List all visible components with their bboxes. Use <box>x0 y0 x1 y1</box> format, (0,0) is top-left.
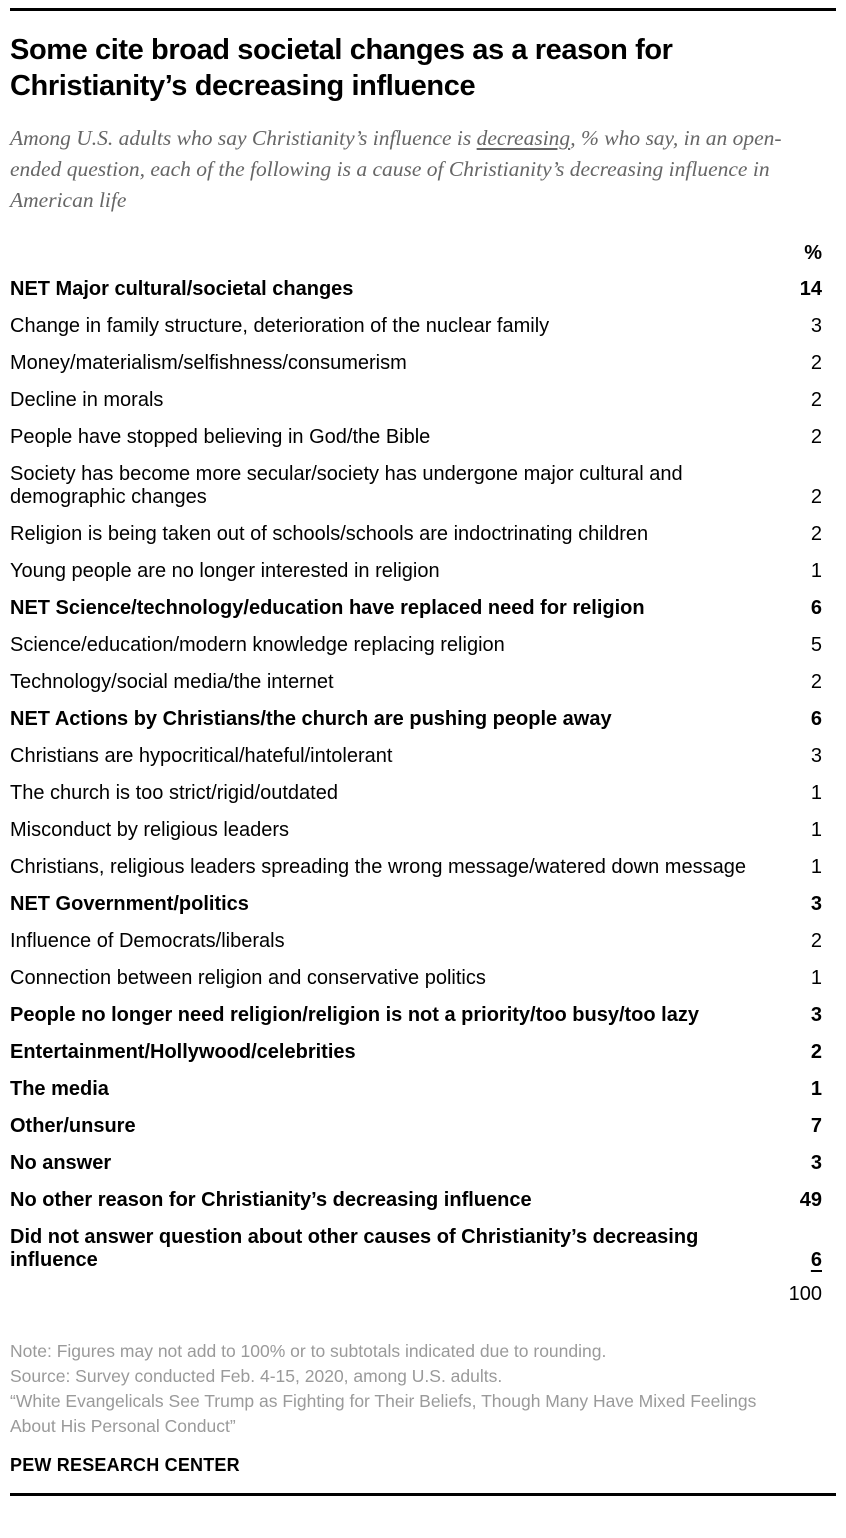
row-value: 3 <box>810 1004 822 1027</box>
figure-subtitle <box>10 123 828 216</box>
subtitle-suffix: , % who say, in an open-ended question, each of the following is a cause of Christianity’s decreasing influence in American life <box>10 126 782 213</box>
row-value: 1 <box>810 1078 822 1101</box>
table-row <box>10 553 836 590</box>
table-row <box>10 1034 836 1071</box>
row-label: No answer <box>10 1152 112 1175</box>
row-label: Christians are hypocritical/hateful/intolerant <box>10 745 393 768</box>
row-label: The church is too strict/rigid/outdated <box>10 782 338 805</box>
table-row <box>10 923 836 960</box>
row-value: 14 <box>799 278 822 301</box>
table-row <box>10 345 836 382</box>
row-value: 2 <box>810 1041 822 1064</box>
row-label: Did not answer question about other causes of Christianity’s decreasing influence <box>10 1226 699 1272</box>
row-label: People have stopped believing in God/the Bible <box>10 426 431 449</box>
percent-column-header: % <box>804 242 822 265</box>
row-label: NET Science/technology/education have replaced need for religion <box>10 597 645 620</box>
row-label: NET Major cultural/societal changes <box>10 278 354 301</box>
table-row <box>10 271 836 308</box>
row-label: Young people are no longer interested in religion <box>10 560 440 583</box>
report-figure <box>0 8 846 1496</box>
row-value: 6 <box>810 1249 822 1272</box>
row-value: 2 <box>810 930 822 953</box>
row-label: NET Actions by Christians/the church are pushing people away <box>10 708 612 731</box>
table-row <box>10 590 836 627</box>
row-value: 7 <box>810 1115 822 1138</box>
table-row <box>10 1145 836 1182</box>
row-label: Other/unsure <box>10 1115 136 1138</box>
row-value: 1 <box>810 782 822 805</box>
row-value: 2 <box>810 426 822 449</box>
row-value: 1 <box>810 967 822 990</box>
row-value: 1 <box>810 560 822 583</box>
total-row <box>10 1279 836 1313</box>
report-title-line: “White Evangelicals See Trump as Fighting for Their Beliefs, Though Many Have Mixed Feelings About His Personal Conduct” <box>10 1391 757 1437</box>
table-row <box>10 456 836 516</box>
row-label: Science/education/modern knowledge replacing religion <box>10 634 505 657</box>
row-value: 2 <box>810 671 822 694</box>
causes-table <box>10 242 836 1313</box>
figure-title: Some cite broad societal changes as a reason for Christianity’s decreasing influence <box>10 34 673 102</box>
row-value: 5 <box>810 634 822 657</box>
table-row <box>10 419 836 456</box>
table-row <box>10 886 836 923</box>
row-value: 49 <box>799 1189 822 1212</box>
note-line: Note: Figures may not add to 100% or to subtotals indicated due to rounding. <box>10 1341 607 1362</box>
table-row <box>10 738 836 775</box>
row-label: No other reason for Christianity’s decreasing influence <box>10 1189 532 1212</box>
row-label: People no longer need religion/religion is not a priority/too busy/too lazy <box>10 1004 699 1027</box>
source-line: Source: Survey conducted Feb. 4-15, 2020, among U.S. adults. <box>10 1366 503 1387</box>
table-row <box>10 627 836 664</box>
row-value: 3 <box>810 315 822 338</box>
row-value: 1 <box>810 819 822 842</box>
table-row <box>10 308 836 345</box>
table-row <box>10 997 836 1034</box>
pew-research-center-wordmark: PEW RESEARCH CENTER <box>10 1455 240 1476</box>
row-label: Decline in morals <box>10 389 164 412</box>
row-value: 3 <box>810 745 822 768</box>
subtitle-underlined-word: decreasing <box>476 126 571 151</box>
row-value: 2 <box>810 389 822 412</box>
causes-table-body <box>10 271 836 1279</box>
table-row <box>10 1108 836 1145</box>
table-row <box>10 849 836 886</box>
table-row <box>10 960 836 997</box>
top-rule <box>10 8 836 11</box>
row-value: 3 <box>810 1152 822 1175</box>
table-row <box>10 516 836 553</box>
row-value: 6 <box>810 597 822 620</box>
row-label: Religion is being taken out of schools/schools are indoctrinating children <box>10 523 649 546</box>
footnotes <box>10 1339 800 1439</box>
row-value: 2 <box>810 352 822 375</box>
table-row <box>10 664 836 701</box>
row-label: Connection between religion and conservative politics <box>10 967 486 990</box>
row-value: 6 <box>810 708 822 731</box>
row-value: 2 <box>810 523 822 546</box>
total-value: 100 <box>788 1283 822 1306</box>
row-label: Change in family structure, deterioration of the nuclear family <box>10 315 550 338</box>
row-value: 2 <box>810 486 822 509</box>
table-row <box>10 1219 836 1279</box>
row-label: Entertainment/Hollywood/celebrities <box>10 1041 356 1064</box>
row-label: Misconduct by religious leaders <box>10 819 290 842</box>
row-value: 1 <box>810 856 822 879</box>
subtitle-prefix: Among U.S. adults who say Christianity’s influence is <box>10 126 477 151</box>
row-label: Influence of Democrats/liberals <box>10 930 285 953</box>
table-row <box>10 382 836 419</box>
table-row <box>10 1182 836 1219</box>
row-label: NET Government/politics <box>10 893 249 916</box>
row-label: Society has become more secular/society has undergone major cultural and demographic changes <box>10 463 683 509</box>
table-row <box>10 1071 836 1108</box>
row-label: Christians, religious leaders spreading the wrong message/watered down message <box>10 856 746 879</box>
row-label: Technology/social media/the internet <box>10 671 334 694</box>
row-label: The media <box>10 1078 109 1101</box>
table-row <box>10 812 836 849</box>
row-value: 3 <box>810 893 822 916</box>
bottom-rule <box>10 1493 836 1496</box>
table-row <box>10 701 836 738</box>
row-label: Money/materialism/selfishness/consumerism <box>10 352 407 375</box>
table-row <box>10 775 836 812</box>
